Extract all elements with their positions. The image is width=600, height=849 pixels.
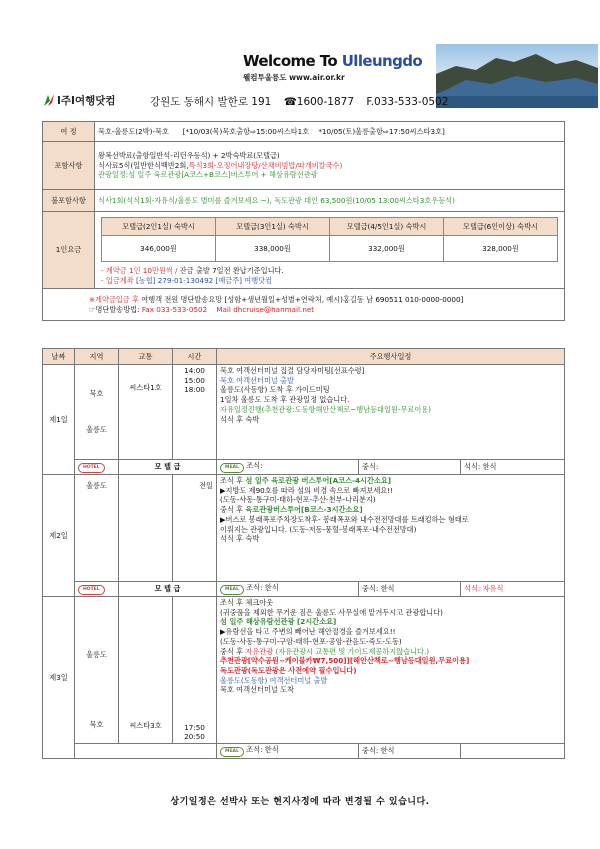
day3-meal-cell [217,744,359,759]
day1-motel: 모 텔 급 [119,460,217,475]
included-value [95,142,565,190]
day3-time-1: 17:50 [184,722,205,732]
hotel-icon: HOTEL [78,585,105,595]
apply-line [89,295,561,305]
day2-dinner: 석식: 자유식 [461,582,565,597]
leaf-icon [42,93,56,107]
phone: ☎1600-1877 [283,96,354,108]
day2-meal-cell [217,582,359,597]
day2-event: (도동-사동-통구미-태하-현포-추산-천부-나리분지) [220,495,376,505]
day3-event [220,647,561,657]
itinerary-route: 묵호-울릉도(2박)-묵호 [98,126,169,136]
day2-event-lead: 조식 후 [220,476,246,485]
day3-breakfast: 조식: 한식 [246,745,279,754]
itinerary-return: *10/05(토)울릉출항⇨17:50씨스타3호] [318,126,445,136]
day2-time: 전일 [173,475,217,582]
col-transport: 교통 [119,349,173,365]
day1-meal-cell [217,460,359,475]
day3-meal-spacer [75,744,217,759]
col-date: 날짜 [43,349,75,365]
day3-row [43,597,565,744]
send-fax: Fax 033-533-0502 [141,304,208,314]
day2-motel: 모 텔 급 [119,582,217,597]
deposit-note [101,266,558,276]
day3-event: ▶유람선을 타고 주변의 빼어난 해안절경을 즐겨보세요!! [220,627,396,637]
itinerary-label: 여 정 [43,122,95,142]
included-meals: 식사료5식(일반한식백반2회, [98,160,189,170]
day1-lunch: 중식: [359,460,461,475]
day2-event [220,505,561,515]
price-value: 332,000원 [330,236,444,262]
day3-time-2: 20:50 [184,732,205,742]
day3-meal-row [43,744,565,759]
excluded-value: 식사1회(석식1회-자유식/울릉도 별미를 즐겨보세요 ~), 독도관광 대인 63,500원(10/05 13:00씨스타3호우등석) [95,190,565,212]
apply-cell [43,289,565,321]
day2-event [220,476,561,486]
day1-event: 자유일정진행(추천관광:도동항해안산책로~행남등대일원-무료이용) [220,404,432,414]
price-cell [95,212,565,289]
day3-event: 조식 후 체크아웃 [220,598,274,607]
apply-text: 여행객 전원 명단발송요망 [성함+생년월일+성별+연락처, 예시)홍길동 남 690511 010-0000-0000] [138,295,464,305]
price-table [101,217,558,262]
day2-hotel-cell [75,582,119,597]
account-line [101,276,558,286]
deposit-amount: - 계약금 1인 10만원씩 / [101,266,178,275]
day2-event-highlight: 육로관광버스투어[B코스-3시간소요] [245,505,363,515]
schedule-header-row [43,349,565,365]
day3-free-tour-note: (자유관광시 교통편 및 가이드제공하지않습니다.) [273,646,430,656]
excluded-label: 불포함사항 [43,190,95,212]
hotel-icon: HOTEL [78,463,105,473]
day2-label: 제2일 [43,475,75,597]
day1-region [75,365,119,460]
day1-label: 제1일 [43,365,75,475]
day2-transport [119,475,173,582]
deposit-rest: 잔금 출발 7일전 완납기준입니다. [177,266,284,275]
included-label: 포함사항 [43,142,95,190]
day1-time-1: 14:00 [184,366,205,375]
included-line-3: 관광일정:섬 일주 육로관광[A코스+B코스]버스투어 + 해상유람선관광 [98,170,318,180]
send-method [89,305,561,315]
price-value: 328,000원 [444,236,558,262]
day2-event: ▶지방도 제90호를 따라 섬의 비경 속으로 빠져보세요!! [220,485,394,495]
included-line-2 [98,161,561,171]
account-number: [농협] 279-01-130492 [135,275,214,285]
day3-region [75,597,119,744]
day1-row [43,365,565,460]
account-holder: [예금주] 여행닷컴 [215,275,273,285]
day1-time-2: 15:00 [184,375,205,385]
day1-hotel-cell [75,460,119,475]
day1-events [217,365,565,460]
day3-event-highlight: 섬 일주 해상유람선관광 [2시간소요] [220,617,337,627]
included-line-1: 왕복선박료(출항일반석-리턴우등석) + 2박숙박료(모텔급) [98,150,280,160]
included-special-meals: 특식3회-오징어내장탕/산채비빔밥/따개비칼국수) [188,160,343,170]
day3-event: (도동-사동-통구미-구암-태하-현포-공암-관음도-죽도-도동) [220,636,402,646]
day1-times [173,365,217,460]
meal-icon: MEAL [220,585,244,595]
meal-icon: MEAL [220,747,244,757]
day3-events [217,597,565,744]
day1-lodging-row [43,460,565,475]
trip-info-table [42,121,565,321]
col-time: 시간 [173,349,217,365]
day3-region-end: 묵호 [89,719,104,729]
day1-event: 울릉도(사동항) 도착 후 가이드미팅 [220,385,330,395]
price-value: 346,000원 [102,236,216,262]
address: 강원도 동해시 발한로 191 [150,96,272,108]
day1-event: 묵호 여객선터미널 출발 [220,375,295,385]
welcome-prefix: Welcome To [243,52,342,70]
price-label: 1인요금 [43,212,95,289]
day2-event: ▶버스로 봉래폭포주차장도착후- 봉래폭포와 내수전전망대를 트래킹하는 형태로 [220,514,469,524]
day1-region-end: 울릉도 [86,425,107,434]
welcome-subtitle: 웰컴투울릉도 www.air.or.kr [243,73,345,82]
price-header: 모텔급(6인이상) 숙박시 [444,218,558,236]
day3-label: 제3일 [43,597,75,759]
day1-event: 1일차 울릉도 도착 후 관광일정 없습니다. [220,395,350,405]
footer-note: 상기일정은 선박사 또는 현지사정에 따라 변경될 수 있습니다. [170,797,430,807]
day3-transport: 씨스타3호 [119,597,173,744]
contact-line [150,94,457,109]
apply-after-deposit: ※계약금입금 후 [89,295,139,305]
itinerary-depart: [*10/03(목)묵호출항⇨15:00씨스타1호 [182,126,310,136]
send-label: ☞명단발송방법: [89,304,140,314]
price-header: 모텔급(2인1실) 숙박시 [102,218,216,236]
day2-breakfast: 조식: 한식 [246,583,279,592]
day3-recommend: 추천관광[약수공원~케이블카₩7,500]][해안산책로~행남등대일원,무료이용] [220,656,470,666]
day2-region: 울릉도 [75,475,119,582]
price-value: 338,000원 [216,236,330,262]
day2-event-lead: 중식 후 [220,505,246,515]
account-label: - 입금계좌 [101,275,134,285]
day3-empty [461,744,565,759]
day1-time-3: 18:00 [184,385,205,395]
day2-event: 석식 후 숙박 [220,534,260,544]
itinerary-value [95,122,565,142]
price-header: 모텔급(3인1실) 숙박시 [216,218,330,236]
meal-icon: MEAL [220,463,244,473]
day1-event: 석식 후 숙박 [220,414,260,424]
day1-dinner: 석식: 한식 [461,460,565,475]
day3-event: (귀중품을 제외한 무거운 짐은 울릉도 사무실에 맡겨두시고 관광합니다) [220,607,443,617]
header [0,0,600,110]
day2-events [217,475,565,582]
company-logo [42,93,134,107]
day3-lunch: 중식: 한식 [359,744,461,759]
col-events: 주요행사일정 [217,349,565,365]
day3-event-lead: 중식 후 [220,646,246,656]
col-region: 지역 [75,349,119,365]
company-name: I주I여행닷컴 [57,95,116,107]
send-mail: Mail dhcruise@hanmail.net [216,304,315,314]
welcome-accent: Ulleungdo [341,52,423,70]
day2-lunch: 중식: 한식 [359,582,461,597]
day2-lodging-row [43,582,565,597]
day2-event: 이뤄지는 관광입니다. (도동-저동-풍혈-봉래폭포-내수전전망대) [220,524,417,534]
day1-transport: 씨스타1호 [119,365,173,460]
day1-event: 묵호 여객선터미널 집결 담당자미팅[선표수령] [220,366,365,375]
day3-event: 묵호 여객선터미널 도착 [220,685,295,695]
day1-region-start: 묵호 [89,389,104,399]
fax: F.033-533-0502 [366,96,449,108]
price-header: 모텔급(4/5인1실) 숙박시 [330,218,444,236]
day2-row [43,475,565,582]
day3-free-tour: 자유관광 [245,646,274,656]
schedule-table [42,348,565,759]
day3-times [173,597,217,744]
day3-event: 울릉도(도동항) 여객선터미널 출발 [220,675,328,685]
island-photo [436,44,598,108]
day3-dokdo: 독도관광(독도관광은 사전예약 필수입니다) [220,666,357,676]
welcome-title [243,52,422,70]
day3-region-start: 울릉도 [86,650,107,659]
day2-event-highlight: 섬 일주 육로관광 버스투어[A코스-4시간소요] [245,476,392,485]
day1-breakfast: 조식: [246,461,263,470]
